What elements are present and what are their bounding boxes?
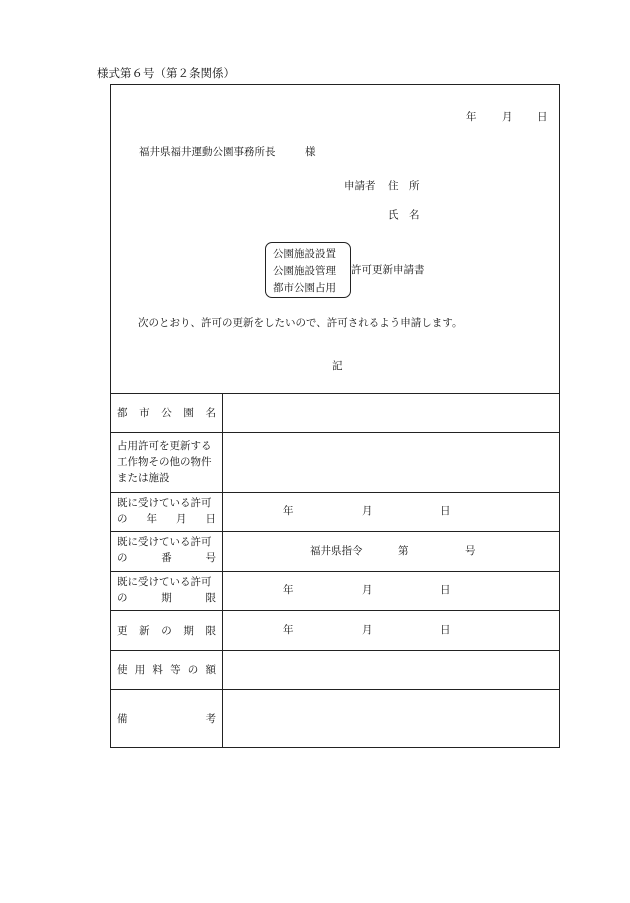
- applicant-name: 氏 名: [388, 209, 420, 221]
- label-permit-number: 既に受けている許可 の 番 号: [117, 536, 216, 564]
- permit-type-3: 都市公園占用: [273, 282, 336, 294]
- renewal-period-month: 月: [362, 624, 373, 636]
- permit-number-prefix: 福井県指令: [310, 545, 363, 557]
- document-title: 許可更新申請書: [351, 264, 425, 276]
- renewal-period-day: 日: [440, 624, 451, 636]
- permit-type-2: 公園施設管理: [273, 265, 336, 277]
- label-fee: 使 用 料 等 の 額: [117, 664, 216, 676]
- column-divider: [222, 393, 223, 747]
- permit-period-year: 年: [283, 584, 294, 596]
- date-day: 日: [537, 111, 548, 123]
- permit-date-day: 日: [440, 505, 451, 517]
- body-text: 次のとおり、許可の更新をしたいので、許可されるよう申請します。: [138, 317, 463, 329]
- permit-number-go: 号: [465, 545, 476, 557]
- divider: [111, 571, 559, 572]
- honorific: 様: [305, 146, 316, 158]
- divider: [111, 393, 559, 394]
- renewal-period-year: 年: [283, 624, 294, 636]
- divider: [111, 650, 559, 651]
- permit-date-month: 月: [362, 505, 373, 517]
- divider: [111, 492, 559, 493]
- form-number: 様式第６号（第２条関係）: [97, 66, 235, 80]
- ki-label: 記: [332, 360, 343, 372]
- addressee: 福井県福井運動公園事務所長: [139, 146, 276, 158]
- divider: [111, 432, 559, 433]
- label-objects: 占用許可を更新する 工作物その他の物件 または施設: [117, 440, 212, 484]
- applicant-address: 住 所: [388, 180, 420, 192]
- applicant-label: 申請者: [344, 180, 376, 192]
- permit-type-1: 公園施設設置: [273, 248, 336, 260]
- permit-type-bracket: [265, 242, 351, 298]
- date-year: 年: [466, 111, 477, 123]
- divider: [111, 531, 559, 532]
- label-remarks: 備 考: [117, 713, 216, 725]
- label-park-name: 都 市 公 園 名: [117, 407, 216, 419]
- divider: [111, 689, 559, 690]
- label-renewal-period: 更 新 の 期 限: [117, 625, 216, 637]
- permit-number-dai: 第: [398, 545, 409, 557]
- permit-period-month: 月: [362, 584, 373, 596]
- date-month: 月: [502, 111, 513, 123]
- divider: [111, 610, 559, 611]
- application-form: [110, 84, 560, 748]
- label-permit-period: 既に受けている許可 の 期 限: [117, 576, 216, 604]
- permit-date-year: 年: [283, 505, 294, 517]
- label-permit-date: 既に受けている許可 の 年 月 日: [117, 497, 216, 525]
- permit-period-day: 日: [440, 584, 451, 596]
